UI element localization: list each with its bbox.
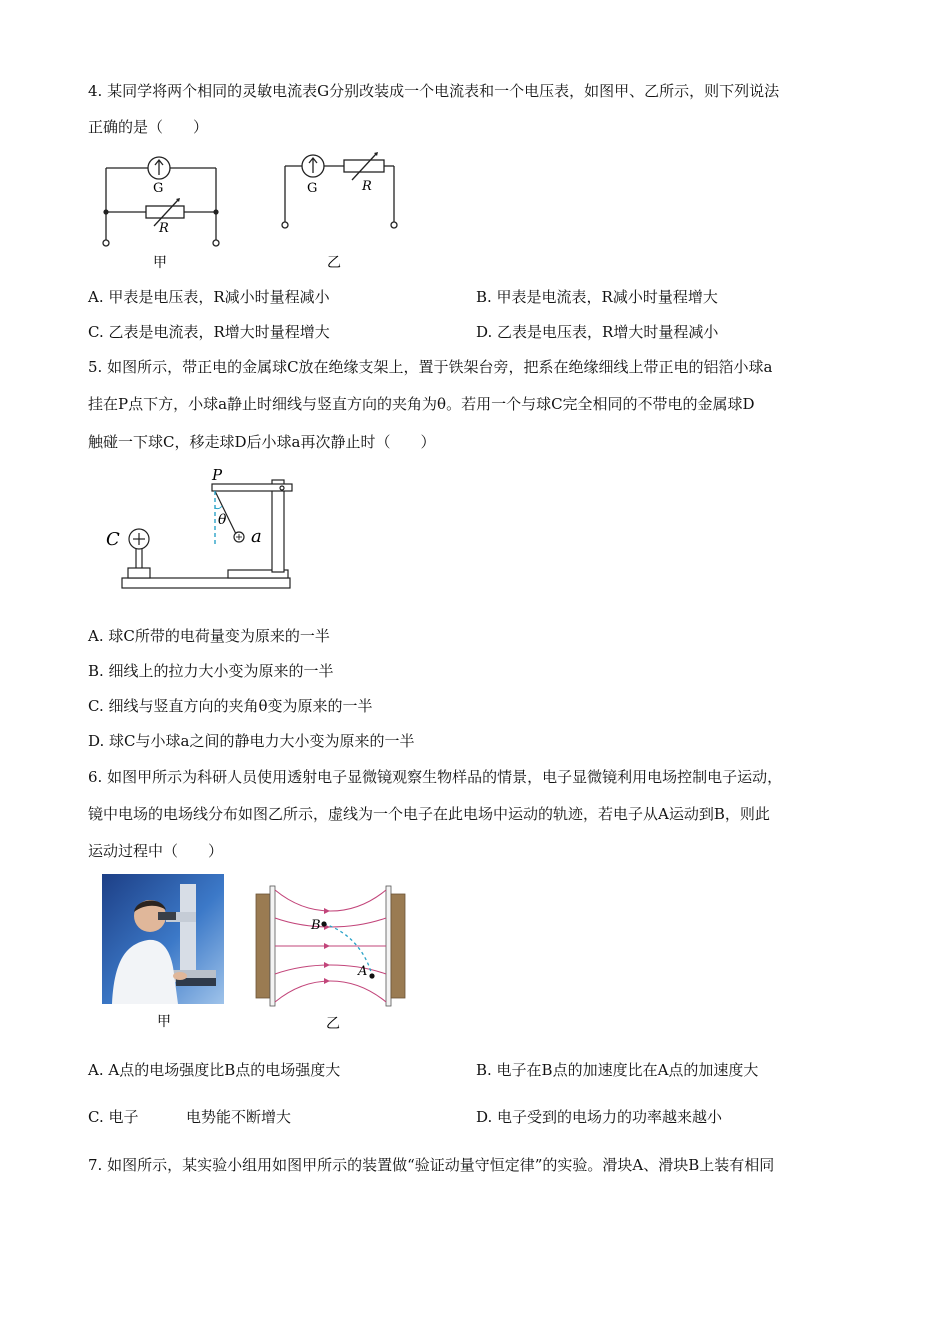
q5-stem-line3: 触碰一下球C，移走球D后小球a再次静止时（ ）	[88, 433, 436, 451]
q6-jia-caption: 甲	[157, 1014, 171, 1030]
q5-figure	[100, 466, 300, 596]
q6-stem-line3: 运动过程中（ ）	[88, 842, 224, 860]
q6-option-c-part1: C. 电子	[88, 1108, 139, 1126]
q4-jia-resistor-label: R	[159, 221, 169, 236]
point-b-dot	[321, 921, 326, 926]
q6-label-b: B	[311, 918, 321, 933]
q6-figure-jia	[102, 874, 226, 1034]
q4-option-d: D. 乙表是电压表，R增大时量程减小	[476, 323, 719, 341]
q6-label-a: A	[358, 964, 368, 979]
point-a-dot	[369, 973, 374, 978]
q4-stem-line2: 正确的是（ ）	[88, 118, 209, 136]
q5-stem-line2: 挂在P点下方，小球a静止时细线与竖直方向的夹角为θ。若用一个与球C完全相同的不带电的金属球D	[88, 395, 755, 413]
q4-jia-meter-label: G	[153, 181, 164, 196]
q5-label-c: C	[106, 529, 120, 550]
q6-figure-yi	[254, 878, 414, 1034]
q4-option-c: C. 乙表是电流表，R增大时量程增大	[88, 323, 330, 341]
q4-figure-jia	[96, 150, 226, 275]
q5-option-c: C. 细线与竖直方向的夹角θ变为原来的一半	[88, 697, 373, 715]
microscope-column	[180, 884, 196, 974]
q6-option-d: D. 电子受到的电场力的功率越来越小	[476, 1108, 723, 1126]
q4-option-b: B. 甲表是电流表，R减小时量程增大	[476, 288, 718, 306]
q6-yi-caption: 乙	[326, 1016, 340, 1032]
q6-option-a: A. A点的电场强度比B点的电场强度大	[88, 1061, 341, 1079]
q5-option-b: B. 细线上的拉力大小变为原来的一半	[88, 662, 334, 680]
q7-stem-line1: 7. 如图所示，某实验小组用如图甲所示的装置做“验证动量守恒定律”的实验。滑块A、滑块B上装有相同	[88, 1156, 775, 1174]
q4-yi-caption: 乙	[327, 255, 341, 271]
q5-option-d: D. 球C与小球a之间的静电力大小变为原来的一半	[88, 732, 415, 750]
q5-label-theta: θ	[218, 512, 227, 528]
q4-figure-yi	[276, 150, 406, 275]
q4-stem-line1: 4. 某同学将两个相同的灵敏电流表G分别改装成一个电流表和一个电压表，如图甲、乙所示，则下列说法	[88, 82, 780, 100]
q5-stem-line1: 5. 如图所示，带正电的金属球C放在绝缘支架上，置于铁架台旁，把系在绝缘细线上带正电的铝箔小球a	[88, 358, 773, 376]
q4-option-a: A. 甲表是电压表，R减小时量程减小	[88, 288, 330, 306]
q5-label-a: a	[251, 526, 262, 547]
q6-option-b: B. 电子在B点的加速度比在A点的加速度大	[476, 1061, 759, 1079]
q4-yi-meter-label: G	[307, 181, 318, 196]
q5-option-a: A. 球C所带的电荷量变为原来的一半	[88, 627, 330, 645]
q4-yi-resistor-label: R	[362, 179, 372, 194]
q5-label-p: P	[212, 466, 223, 484]
q6-option-c-part2: 电势能不断增大	[186, 1108, 292, 1126]
q6-stem-line2: 镜中电场的电场线分布如图乙所示，虚线为一个电子在此电场中运动的轨迹，若电子从A运动到B，则此	[88, 805, 770, 823]
q4-jia-caption: 甲	[153, 255, 167, 271]
field-lines	[275, 890, 386, 1002]
q6-stem-line1: 6. 如图甲所示为科研人员使用透射电子显微镜观察生物样品的情景，电子显微镜利用电场控制电子运动，	[88, 768, 783, 786]
